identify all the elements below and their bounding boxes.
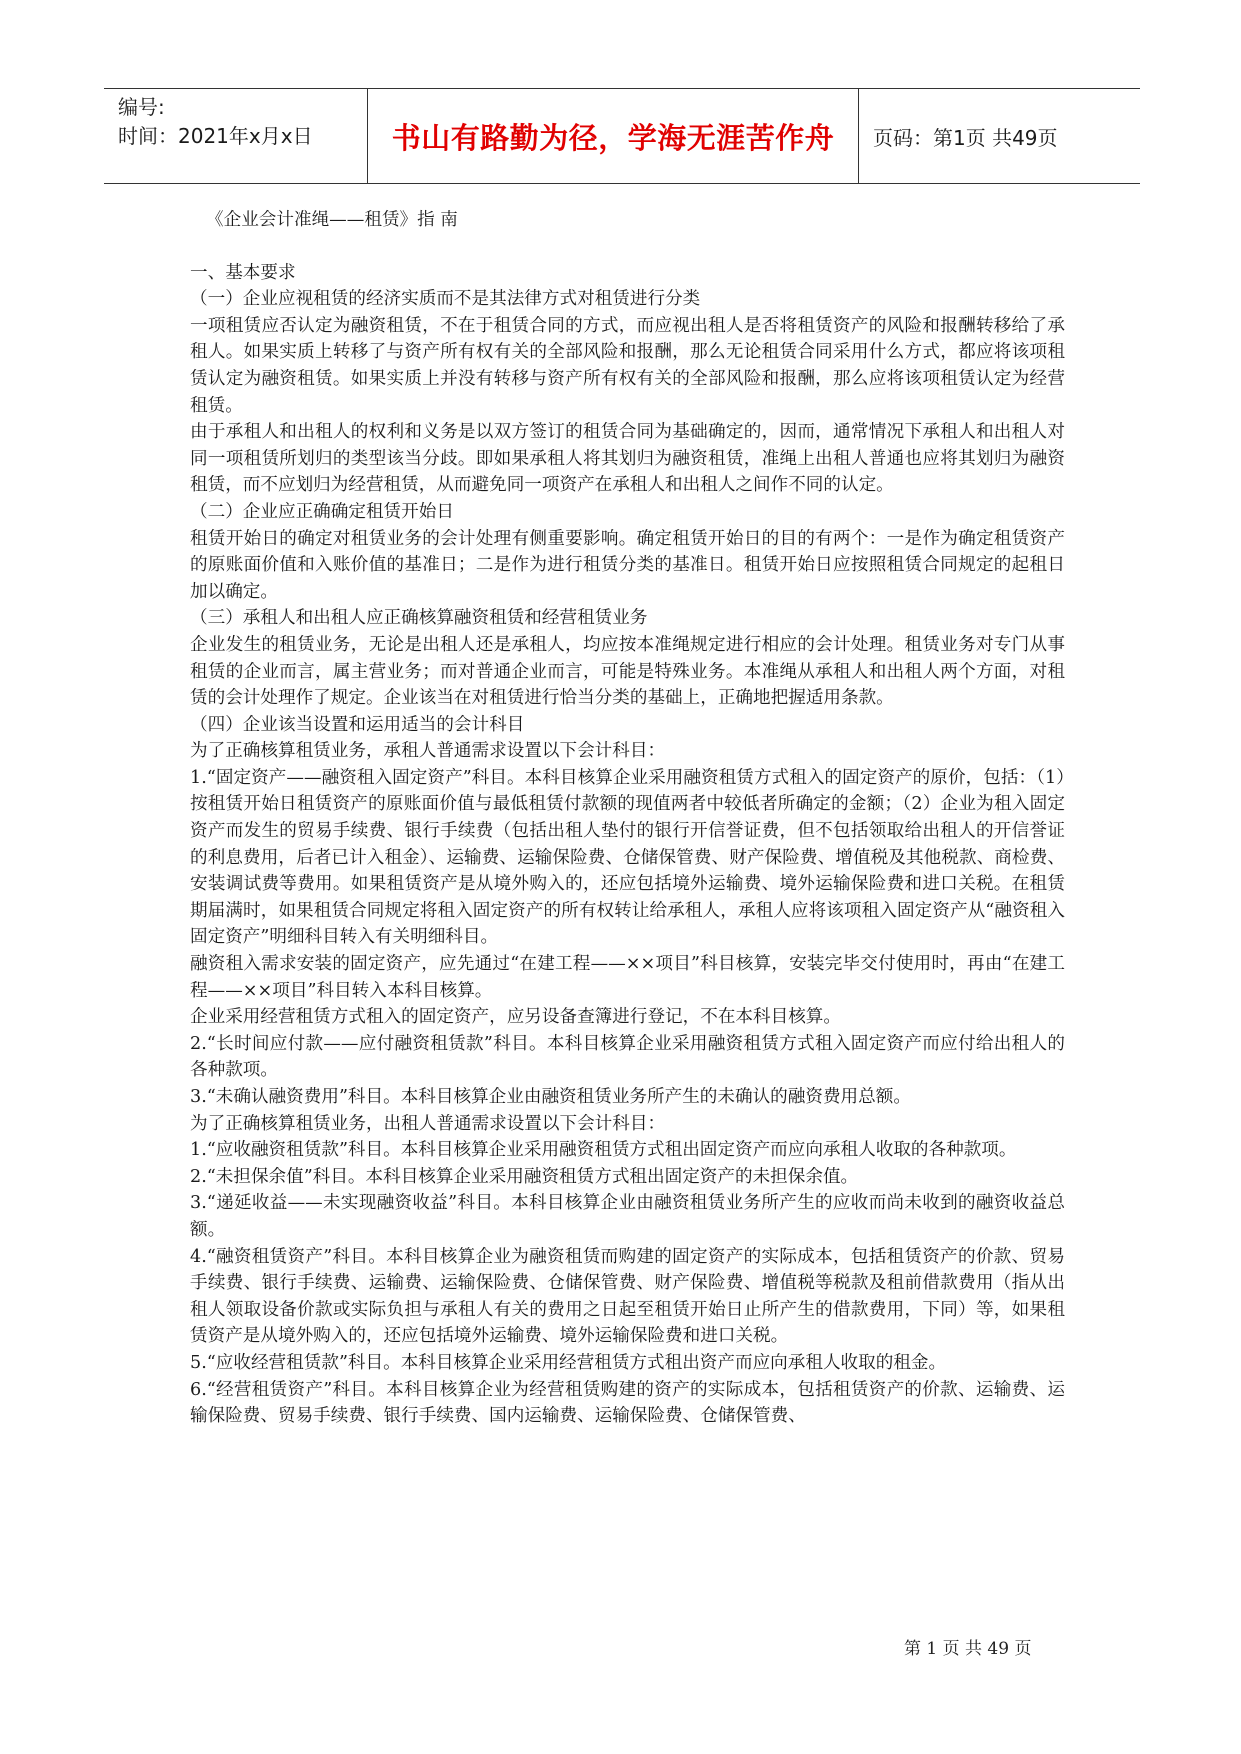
paragraph: 5.“应收经营租赁款”科目。本科目核算企业采用经营租赁方式租出资产而应向承租人收取的租金。 [190,1352,947,1373]
paragraph: 1.“应收融资租赁款”科目。本科目核算企业采用融资租赁方式租出固定资产而应向承租人收取的各种款项。 [190,1140,1017,1161]
paragraph: 一、基本要求 [190,262,296,283]
document-title: 《企业会计准绳——租赁》指 南 [206,210,458,230]
paragraph: （一）企业应视租赁的经济实质而不是其法律方式对租赁进行分类 [190,289,701,310]
paragraph: 融资租入需求安装的固定资产，应先通过“在建工程——××项目”科目核算，安装完毕交付使用时，再由“在建工程——××项目”科目转入本科目核算。 [190,954,1065,1001]
page-info: 页码：第1页 共49页 [873,125,1058,150]
header-motto-cell [368,89,859,183]
paragraph: 租赁开始日的确定对租赁业务的会计处理有侧重要影响。确定租赁开始日的目的有两个：一是作为确定租赁资产的原账面价值和入账价值的基准日；二是作为进行租赁分类的基准日。租赁开始日应按照租赁合同规定的起租日加以确定。 [190,528,1065,602]
paragraph: 为了正确核算租赁业务，承租人普通需求设置以下会计科目： [190,741,666,762]
paragraph: 6.“经营租赁资产”科目。本科目核算企业为经营租赁购建的资产的实际成本，包括租赁资产的价款、运输费、运输保险费、贸易手续费、银行手续费、国内运输费、运输保险费、仓储保管费、 [190,1379,1065,1427]
motto-text: 书山有路勤为径，学海无涯苦作舟 [391,120,835,155]
paragraph: 一项租赁应否认定为融资租赁，不在于租赁合同的方式，而应视出租人是否将租赁资产的风险和报酬转移给了承租人。如果实质上转移了与资产所有权有关的全部风险和报酬，那么无论租赁合同采用什么方式，都应将该项租赁认定为融资租赁。如果实质上并没有转移与资产所有权有关的全部风险和报酬，那么应将该项租赁认定为经营租赁。 [190,315,1065,416]
paragraph: 2.“未担保余值”科目。本科目核算企业采用融资租赁方式租出固定资产的未担保余值。 [190,1166,859,1187]
page-footer: 第 1 页 共 49 页 [904,1639,1032,1659]
paragraph: 企业采用经营租赁方式租入的固定资产，应另设备查簿进行登记，不在本科目核算。 [190,1007,841,1028]
paragraph: 为了正确核算租赁业务，出租人普通需求设置以下会计科目： [190,1113,666,1134]
paragraph: 1.“固定资产——融资租入固定资产”科目。本科目核算企业采用融资租赁方式租入的固定资产的原价，包括：（1）按租赁开始日租赁资产的原账面价值与最低租赁付款额的现值两者中较低者所确定的金额；（2）企业为租入固定资产而发生的贸易手续费、银行手续费（包括出租人垫付的银行开信誉证费，但不包括领取给出租人的开信誉证的利息费用，后者已计入租金）、运输费、运输保险费、仓储保管费、财产保险费、增值税及其他税款、商检费、安装调试费等费用。如果租赁资产是从境外购入的，还应包括境外运输费、境外运输保险费和进口关税。在租赁期届满时，如果租赁合同规定将租入固定资产的所有权转让给承租人，承租人应将该项租入固定资产从“融资租入固定资产”明细科目转入有关明细科目。 [190,767,1065,948]
number-label: 编号: [118,95,165,119]
paragraph: （三）承租人和出租人应正确核算融资租赁和经营租赁业务 [190,608,648,629]
paragraph: 由于承租人和出租人的权利和义务是以双方签订的租赁合同为基础确定的，因而，通常情况下承租人和出租人对同一项租赁所划归的类型该当分歧。即如果承租人将其划归为融资租赁，准绳上出租人普通也应将其划归为融资租赁，而不应划归为经营租赁，从而避免同一项资产在承租人和出租人之间作不同的认定。 [190,422,1065,496]
paragraph: （四）企业该当设置和运用适当的会计科目 [190,714,525,735]
header-page-cell [859,89,1140,183]
time-label: 时间：2021年x月x日 [118,124,313,148]
document-body [190,207,1065,1430]
paragraph: 3.“递延收益——未实现融资收益”科目。本科目核算企业由融资租赁业务所产生的应收而尚未收到的融资收益总额。 [190,1193,1065,1240]
paragraph: 4.“融资租赁资产”科目。本科目核算企业为融资租赁而购建的固定资产的实际成本，包括租赁资产的价款、贸易手续费、银行手续费、运输费、运输保险费、仓储保管费、财产保险费、增值税等税款及租前借款费用（指从出租人领取设备价款或实际负担与承租人有关的费用之日起至租赁开始日止所产生的借款费用，下同）等，如果租赁资产是从境外购入的，还应包括境外运输费、境外运输保险费和进口关税。 [190,1246,1065,1347]
page-header [104,88,1140,184]
paragraph: （二）企业应正确确定租赁开始日 [190,501,454,522]
paragraph: 2.“长时间应付款——应付融资租赁款”科目。本科目核算企业采用融资租赁方式租入固定资产而应付给出租人的各种款项。 [190,1033,1065,1081]
header-meta [104,89,368,183]
paragraph: 企业发生的租赁业务，无论是出租人还是承租人，均应按本准绳规定进行相应的会计处理。租赁业务对专门从事租赁的企业而言，属主营业务；而对普通企业而言，可能是特殊业务。本准绳从承租人和出租人两个方面，对租赁的会计处理作了规定。企业该当在对租赁进行恰当分类的基础上，正确地把握适用条款。 [190,634,1065,709]
paragraph: 3.“未确认融资费用”科目。本科目核算企业由融资租赁业务所产生的未确认的融资费用总额。 [190,1087,911,1107]
